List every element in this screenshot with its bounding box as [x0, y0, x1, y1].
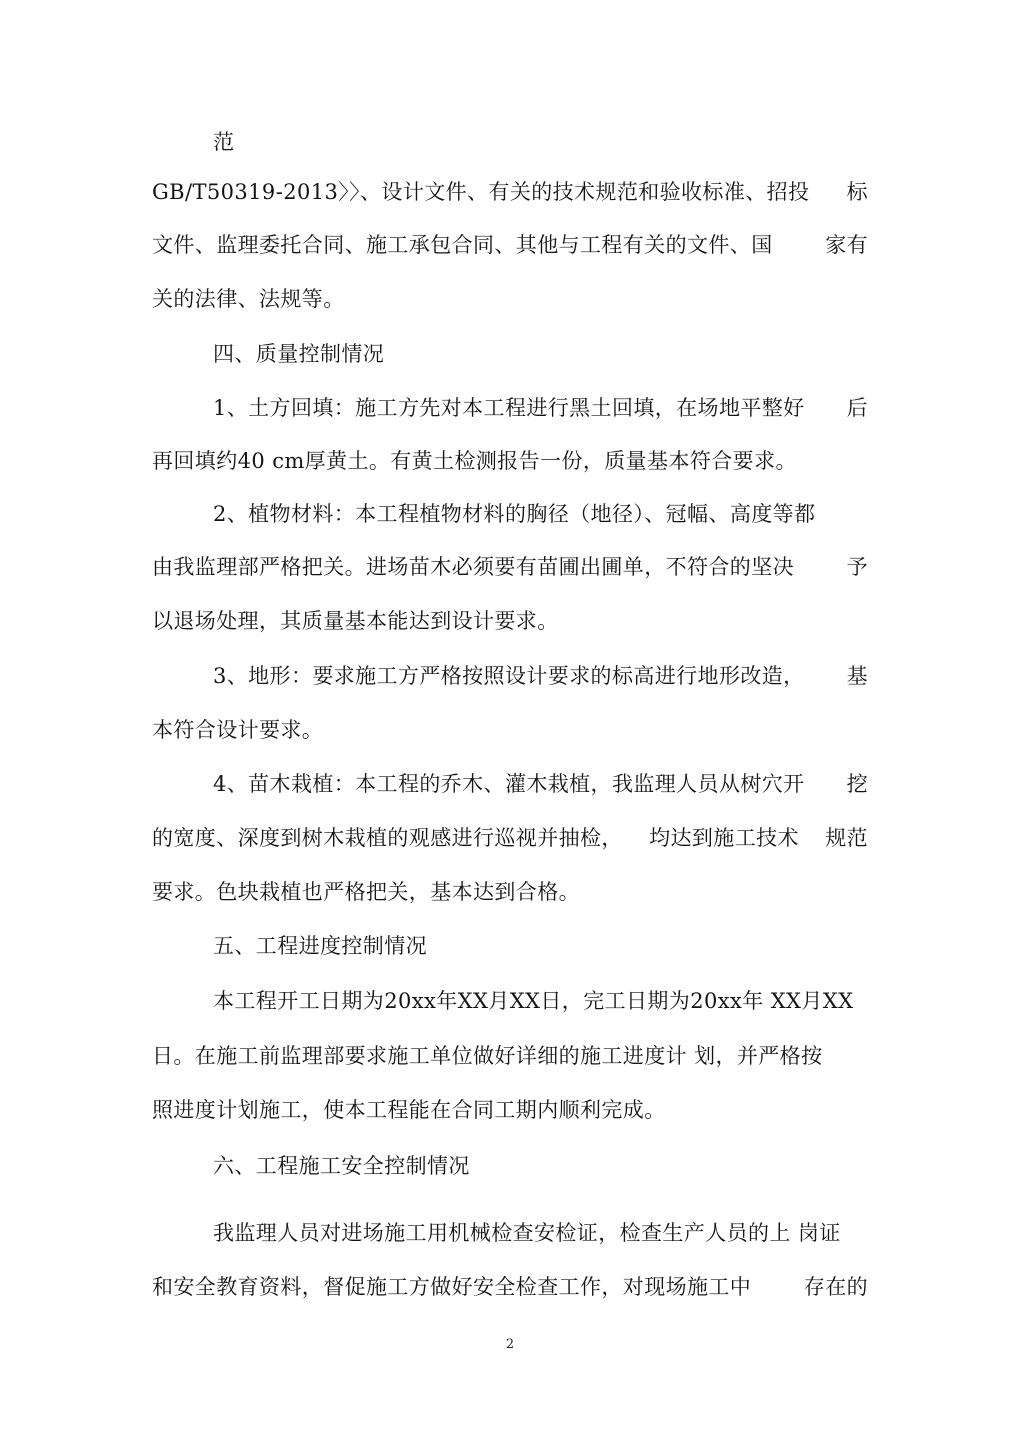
paragraph-line: 的宽度、深度到树木栽植的观感进行巡视并抽检， 均达到施工技术 规范 — [152, 826, 868, 850]
paragraph-line: 文件、监理委托合同、施工承包合同、其他与工程有关的文件、国 家有 — [152, 233, 868, 257]
paragraph-line: 本符合设计要求。 — [152, 718, 324, 742]
paragraph-line: 由我监理部严格把关。进场苗木必须要有苗圃出圃单，不符合的坚决 予 — [152, 555, 868, 579]
paragraph-line: 4、苗木栽植：本工程的乔木、灌木栽植，我监理人员从树穴开 挖 — [213, 772, 868, 796]
paragraph-line: 要求。色块栽植也严格把关，基本达到合格。 — [152, 880, 580, 904]
paragraph-line: 1、土方回填：施工方先对本工程进行黑土回填，在场地平整好 后 — [213, 396, 868, 420]
section-heading: 五、工程进度控制情况 — [213, 934, 427, 958]
paragraph-line: 关的法律、法规等。 — [152, 287, 345, 311]
page-number: 2 — [505, 1337, 515, 1352]
paragraph-line: 照进度计划施工，使本工程能在合同工期内顺利完成。 — [152, 1098, 666, 1122]
paragraph-line: 再回填约40 cm厚黄土。有黄土检测报告一份，质量基本符合要求。 — [152, 449, 797, 473]
paragraph-line: 本工程开工日期为20xx年XX月XX日，完工日期为20xx年 XX月XX — [213, 989, 854, 1013]
paragraph-line: 和安全教育资料，督促施工方做好安全检查工作，对现场施工中 存在的 — [152, 1275, 868, 1299]
paragraph-line: 日。在施工前监理部要求施工单位做好详细的施工进度计 划，并严格按 — [152, 1044, 823, 1068]
paragraph-line: 2、植物材料：本工程植物材料的胸径（地径）、冠幅、高度等都 — [213, 502, 816, 526]
paragraph-line: GB/T50319-2013〉〉、设计文件、有关的技术规范和验收标准、招投 标 — [152, 180, 868, 204]
paragraph-line: 3、地形：要求施工方严格按照设计要求的标高进行地形改造， 基 — [213, 664, 868, 688]
section-heading: 四、质量控制情况 — [213, 342, 385, 366]
paragraph-line: 范 — [213, 130, 235, 154]
section-heading: 六、工程施工安全控制情况 — [213, 1154, 470, 1178]
paragraph-line: 我监理人员对进场施工用机械检查安检证，检查生产人员的上 岗证 — [213, 1221, 841, 1245]
paragraph-line: 以退场处理，其质量基本能达到设计要求。 — [152, 609, 559, 633]
